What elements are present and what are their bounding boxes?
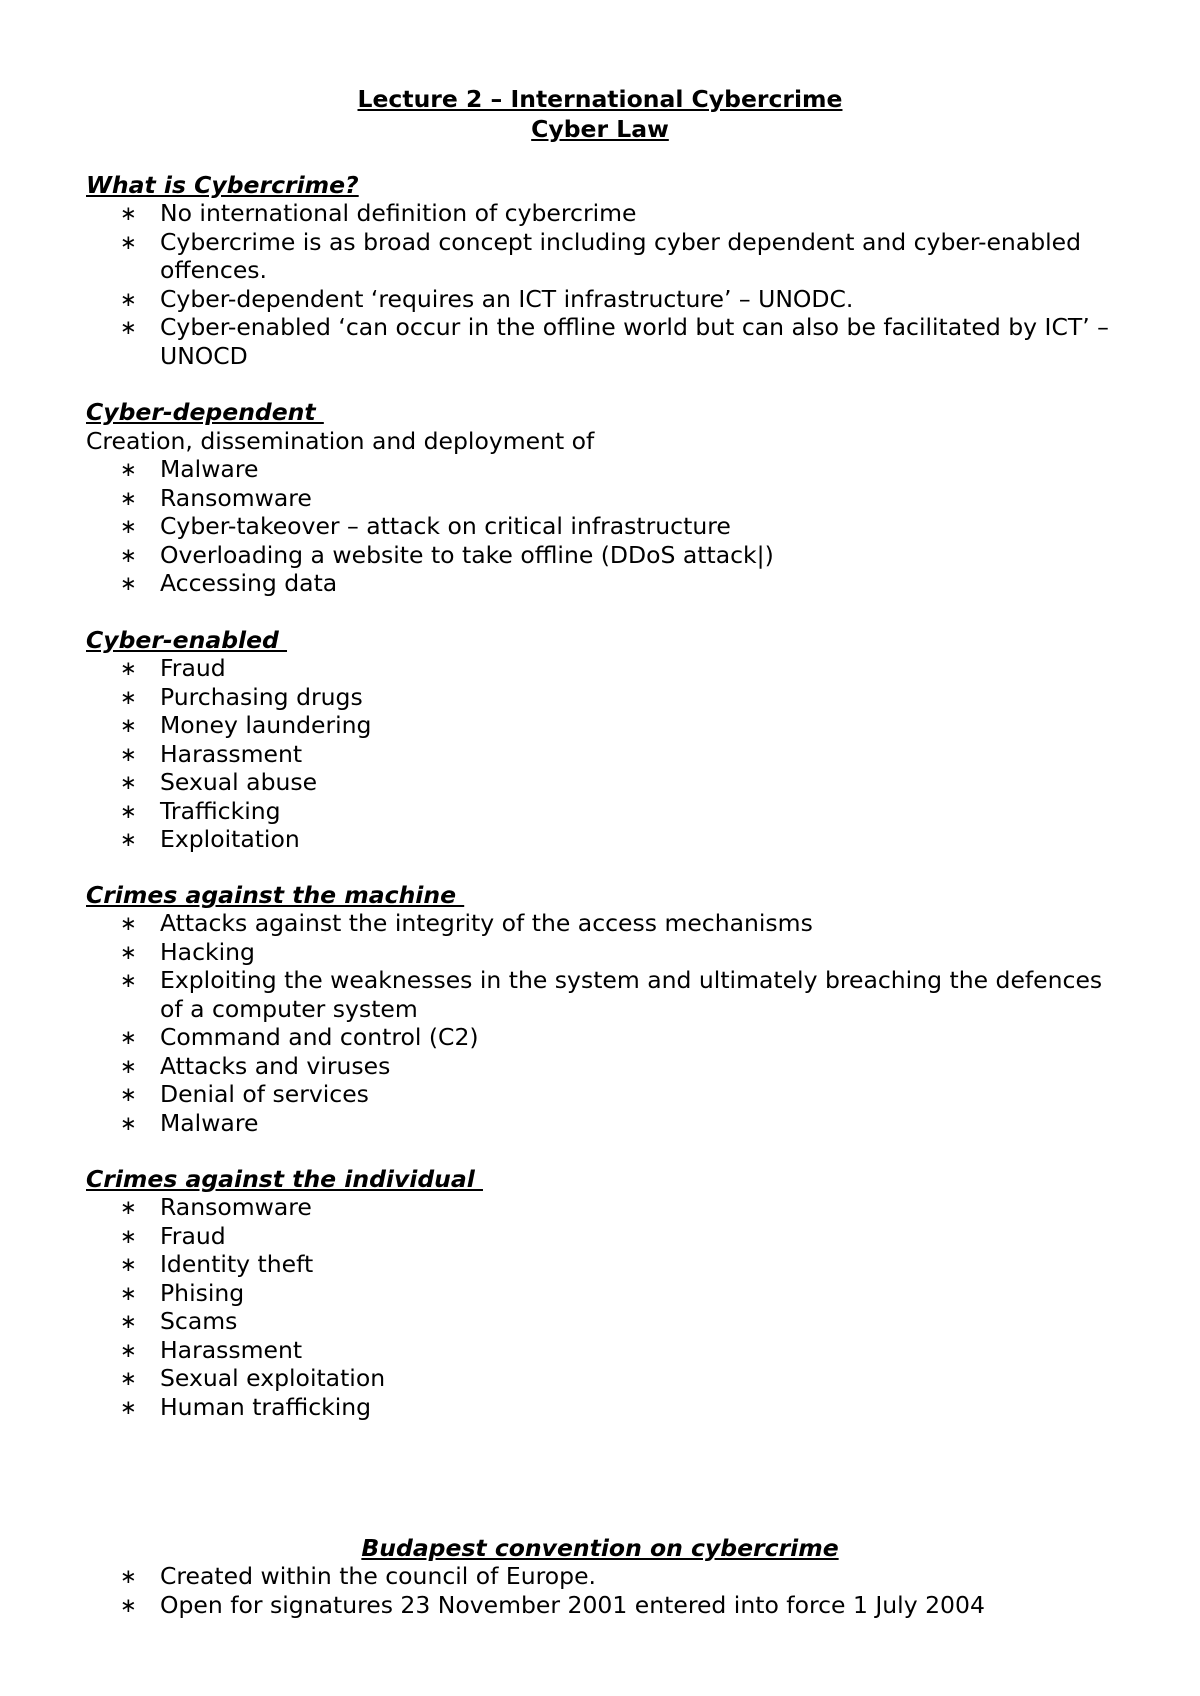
list-item [0,654,1120,683]
list-item-text: Command and control (C2) [160,1023,479,1051]
list-item-text: No international definition of cybercrime [160,199,637,227]
bullet-asterisk-icon: ∗ [120,1564,137,1588]
list-item [0,512,1120,541]
list-item [0,768,1120,797]
list-cyber-enabled [0,654,1120,854]
list-item [0,825,1120,854]
list-item [0,740,1120,769]
list-item-text: Cyber-dependent ‘requires an ICT infrastructure’ – UNODC. [160,284,854,313]
list-item [0,909,1120,938]
list-item-text: Sexual exploitation [160,1364,386,1392]
list-item [0,1052,1120,1081]
page-title: Lecture 2 – International Cybercrime [357,85,843,113]
bullet-asterisk-icon: ∗ [120,542,137,567]
bullet-asterisk-icon: ∗ [120,1025,137,1049]
list-crimes-against-individual [0,1193,1120,1421]
list-item-text: Open for signatures 23 November 2001 entered into force 1 July 2004 [160,1590,985,1619]
list-item [0,313,1120,370]
list-item-text: Scams [160,1307,238,1335]
bullet-asterisk-icon: ∗ [120,968,137,992]
section-heading-what-is-cybercrime: What is Cybercrime? [86,171,359,199]
list-item-text: Exploitation [160,825,300,853]
list-item [0,484,1120,513]
list-item-text: Malware [160,1108,259,1137]
bullet-asterisk-icon: ∗ [120,571,137,595]
list-item-text: Ransomware [160,1193,312,1221]
list-item [0,1591,1120,1620]
bullet-asterisk-icon: ∗ [120,229,137,254]
list-item-text: Created within the council of Europe. [160,1562,597,1590]
bullet-asterisk-icon: ∗ [120,457,137,481]
list-item [0,1023,1120,1052]
section-intro-cyber-dependent: Creation, dissemination and deployment of [86,427,595,455]
list-item-text: Phising [160,1278,245,1307]
list-item [0,1193,1120,1222]
list-item [0,228,1120,285]
list-item [0,1080,1120,1109]
list-item [0,1364,1120,1393]
list-item [0,1279,1120,1308]
list-item-text: Cyber-enabled ‘can occur in the offline world but can also be facilitated by ICT’ – UNOCD [160,313,1109,370]
bullet-asterisk-icon: ∗ [120,1110,137,1135]
section-heading-budapest-convention: Budapest convention on cybercrime [361,1534,839,1562]
list-item-text: Exploiting the weaknesses in the system and ultimately breaching the defences of a computer system [160,966,1103,1023]
bullet-asterisk-icon: ∗ [120,1053,137,1078]
bullet-asterisk-icon: ∗ [120,1223,137,1248]
page-subtitle: Cyber Law [531,115,669,143]
bullet-asterisk-icon: ∗ [120,684,137,709]
bullet-asterisk-icon: ∗ [120,1082,137,1106]
list-item-text: Human trafficking [160,1392,372,1421]
list-item [0,938,1120,967]
list-item [0,1222,1120,1251]
bullet-asterisk-icon: ∗ [120,286,137,311]
list-item [0,1250,1120,1279]
list-item-text: Hacking [160,937,255,966]
bullet-asterisk-icon: ∗ [120,1280,137,1305]
bullet-asterisk-icon: ∗ [120,770,137,794]
list-crimes-against-machine [0,909,1120,1137]
bullet-asterisk-icon: ∗ [120,514,137,538]
list-cyber-dependent [0,455,1120,598]
list-item [0,966,1120,1023]
list-item-text: Cybercrime is as broad concept including cyber dependent and cyber-enabled offences. [160,227,1082,284]
list-item-text: Attacks and viruses [160,1051,391,1080]
list-item-text: Fraud [160,1221,226,1250]
list-item [0,711,1120,740]
bullet-asterisk-icon: ∗ [120,827,137,851]
bullet-asterisk-icon: ∗ [120,1195,137,1219]
list-budapest-convention [0,1562,1120,1619]
bullet-asterisk-icon: ∗ [120,1394,137,1419]
list-item-text: Overloading a website to take offline (DDoS attack|) [160,540,774,569]
bullet-asterisk-icon: ∗ [120,656,137,680]
list-item-text: Cyber-takeover – attack on critical infrastructure [160,512,731,540]
bullet-asterisk-icon: ∗ [120,1252,137,1276]
list-item [0,285,1120,314]
bullet-asterisk-icon: ∗ [120,798,137,823]
list-item-text: Fraud [160,654,226,682]
list-item-text: Denial of services [160,1080,369,1108]
list-item-text: Malware [160,455,259,483]
bullet-asterisk-icon: ∗ [120,911,137,935]
bullet-asterisk-icon: ∗ [120,201,137,225]
list-item-text: Accessing data [160,569,338,597]
list-item [0,455,1120,484]
list-item [0,1562,1120,1591]
list-item [0,1336,1120,1365]
list-item-text: Sexual abuse [160,768,318,796]
list-item [0,541,1120,570]
bullet-asterisk-icon: ∗ [120,485,137,510]
list-item [0,1393,1120,1422]
list-item-text: Attacks against the integrity of the access mechanisms [160,909,813,937]
list-item-text: Harassment [160,739,303,768]
list-item-text: Ransomware [160,483,312,512]
list-item [0,1109,1120,1138]
list-item-text: Identity theft [160,1250,314,1278]
bullet-asterisk-icon: ∗ [120,1337,137,1362]
section-heading-crimes-against-individual: Crimes against the individual [86,1165,483,1193]
bullet-asterisk-icon: ∗ [120,713,137,737]
list-item-text: Trafficking [160,796,281,825]
list-item [0,1307,1120,1336]
bullet-asterisk-icon: ∗ [120,741,137,766]
bullet-asterisk-icon: ∗ [120,1366,137,1390]
list-what-is-cybercrime [0,199,1120,370]
bullet-asterisk-icon: ∗ [120,939,137,964]
section-heading-crimes-against-machine: Crimes against the machine [86,881,465,909]
list-item [0,683,1120,712]
list-item [0,569,1120,598]
section-heading-cyber-enabled: Cyber-enabled [86,626,288,654]
list-item-text: Money laundering [160,711,372,739]
list-item-text: Harassment [160,1335,303,1364]
list-item-text: Purchasing drugs [160,682,363,711]
section-heading-cyber-dependent: Cyber-dependent [86,398,324,426]
list-item [0,797,1120,826]
bullet-asterisk-icon: ∗ [120,1592,137,1617]
bullet-asterisk-icon: ∗ [120,315,137,339]
list-item [0,199,1120,228]
bullet-asterisk-icon: ∗ [120,1309,137,1333]
